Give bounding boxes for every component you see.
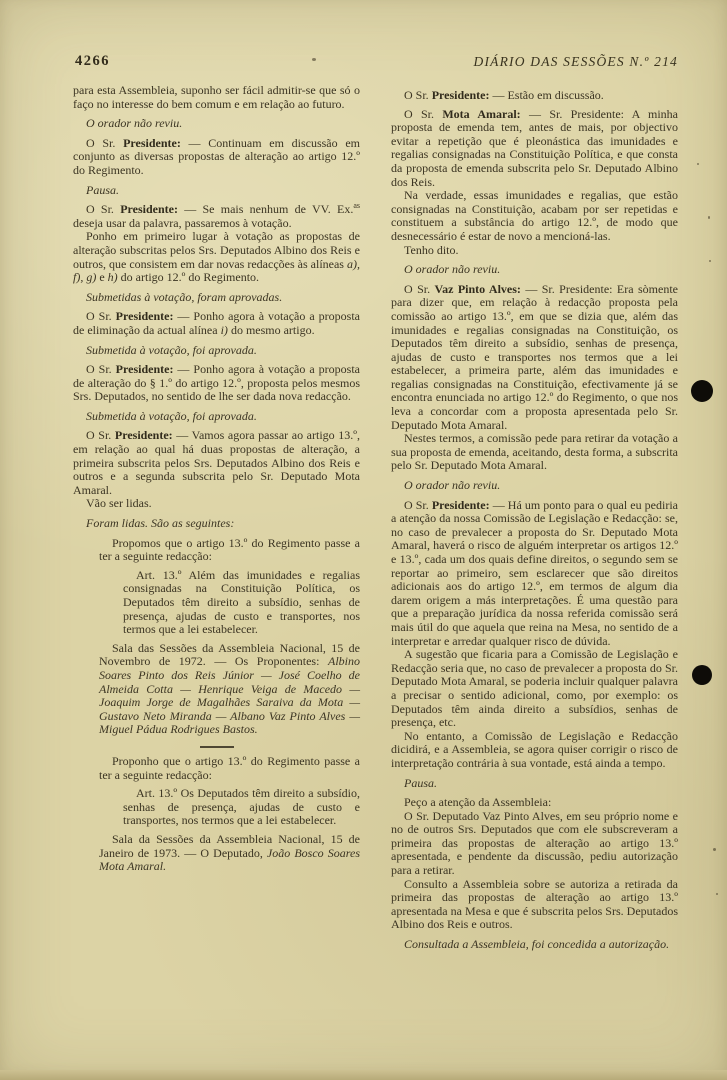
text-segment: O Sr. (404, 106, 443, 121)
text-segment: Foram lidas. São as seguintes: (86, 516, 235, 531)
speech-paragraph (73, 203, 360, 230)
text-segment: O orador não reviu. (404, 478, 501, 493)
text-segment: Presidente: (123, 135, 181, 150)
text-segment: Presidente: (114, 428, 173, 443)
text-segment: Presidente: (120, 202, 178, 217)
text-segment: — Se mais nenhum de VV. Ex. (177, 202, 354, 217)
speech-paragraph (73, 137, 360, 178)
speech-paragraph (391, 244, 678, 258)
text-segment: i) (220, 322, 228, 337)
paper-speck (709, 260, 711, 262)
text-segment: Presidente: (115, 309, 174, 324)
text-segment: — Ponho agora à votação a proposta de alteração do § 1.º do artigo 12.º, proposta pelos mesmos Srs. Deputados, no sentido de lhe ser dada nova redacção. (73, 362, 360, 404)
right-column (391, 84, 678, 958)
text-segment: Submetida à votação, foi aprovada. (86, 408, 257, 423)
text-segment: O Sr. (86, 202, 121, 217)
text-segment: Albino Soares Pinto dos Reis Júnior — José Coelho de Almeida Cotta — Henrique Veiga de Macedo — Joaquim Jorge de Magalhães Saraiva da Mota — Gustavo Neto Miranda — Albano Vaz Pinto Alves — Miguel Pádua Rodrigues Bastos. (99, 654, 360, 737)
stage-direction (391, 938, 678, 952)
speech-paragraph (391, 878, 678, 932)
stage-direction (391, 479, 678, 493)
text-segment: — Continuam em discussão em conjunto as diversas propostas de alteração ao artigo 12.º do Regimento. (73, 135, 360, 177)
text-segment: Presidente: (115, 362, 174, 377)
text-segment: O Sr. (404, 497, 432, 512)
stage-direction (391, 263, 678, 277)
text-segment: a), f), g) (73, 256, 360, 285)
text-segment: A sugestão que ficaria para a Comissão de Legislação e Redacção seria que, no caso de prevalecer a proposta do Sr. Deputado Mota Amaral, se poderia incluir qualquer palavra a precisar o sentido adicional, como, por exemplo: os Deputados têm ainda direito a subsídios, senhas de presença, etc. (391, 647, 678, 730)
speech-paragraph (73, 230, 360, 284)
text-segment: e (96, 270, 108, 285)
text-segment: O Sr. (86, 428, 115, 443)
article-text (123, 787, 360, 828)
signature-paragraph (99, 642, 360, 737)
speech-paragraph (73, 363, 360, 404)
speech-paragraph (391, 648, 678, 730)
text-segment: — Sr. Presidente: A minha proposta de emenda tem, antes de mais, por objectivo evitar a repetição que é pleonástica das imunidades e regalias consignadas na Constituição Política, e que consta da proposta de emenda subscrita pelo Sr. Deputado Albino dos Reis. (391, 106, 678, 189)
paper-speck (716, 893, 718, 895)
speech-paragraph (391, 730, 678, 771)
speech-paragraph (391, 499, 678, 649)
text-segment: Sala das Sessões da Assembleia Nacional, 15 de Novembro de 1972. — Os Proponentes: (99, 640, 360, 669)
text-segment: — Sr. Presidente: Era sòmente para dizer que, em relação à redacção proposta pela comissão ao artigo 13.º, em que se dizia que, além das imunidades e regalias consignadas na Constituição, os Deputados têm direito a subsídio, senhas de presença, ajudas de custo e transportes nos termos que a lei estabelecer, a primeira parte, além das imunidades e regalias consignadas na Constituição, efectivamente já se encontra enunciada no artigo 12.º do Regimento, o que nos leva a concordar com a proposta apresentada pelo Sr. Deputado Mota Amaral. (391, 281, 678, 432)
text-segment: Pausa. (404, 775, 437, 790)
text-segment: — Ponho agora à votação a proposta de eliminação da actual alínea (73, 309, 360, 337)
text-segment: do artigo 12.º do Regimento. (117, 270, 260, 285)
section-separator (200, 746, 234, 748)
paper-speck (312, 58, 316, 61)
paper-speck (713, 848, 716, 851)
proposal-paragraph (99, 537, 360, 564)
speech-paragraph (391, 810, 678, 878)
speech-paragraph (391, 283, 678, 433)
speech-paragraph (391, 89, 678, 103)
text-segment: Submetida à votação, foi aprovada. (86, 342, 257, 357)
text-segment: do mesmo artigo. (227, 322, 315, 337)
stage-direction (73, 517, 360, 531)
text-segment: O Sr. Deputado Vaz Pinto Alves, em seu próprio nome e no de outros Srs. Deputados que com ele subscreveram a primeira das propostas de alteração ao artigo 13.º apresentada, e pendente da discussão, pediu autorização para a retirar. (391, 808, 678, 878)
text-segment: Propomos que o artigo 13.º do Regimento passe a ter a seguinte redacção: (99, 535, 360, 564)
text-segment: No entanto, a Comissão de Legislação e Redacção dicidirá, e a Assembleia, se agora quiser corrigir o risco de interpretação contrária à sua vontade, está ainda a tempo. (391, 728, 678, 770)
punch-hole-mark (691, 380, 713, 402)
text-segment: Vão ser lidas. (86, 496, 152, 511)
text-segment: O Sr. (86, 309, 116, 324)
stage-direction (73, 184, 360, 198)
text-segment: — Há um ponto para o qual eu pediria a atenção da nossa Comissão de Legislação e Redacção: se, no caso de prevalecer a proposta do Sr. Deputado Mota Amaral, haverá o risco de alguém interpretar os artigos 12.º e 13.º, cada um dos quais define direitos, o segundo sem se reportar ao primeiro, sem esclarecer que são direitos adicionais aos do artigo 12.º, em termos de algum dia darem origem a más interpretações. É uma questão para que a preparação jurídica da nossa referida comissão será mais útil do que aquela que reina na Mesa, no sentido de a interpretar e arredar qualquer risco de dúvida. (391, 497, 678, 648)
text-segment: Presidente: (431, 88, 490, 102)
speech-paragraph (73, 429, 360, 497)
text-segment: O Sr. (86, 135, 124, 150)
text-segment: as (353, 201, 360, 211)
stage-direction (73, 117, 360, 131)
speech-paragraph (391, 189, 678, 243)
article-text (123, 569, 360, 637)
text-segment: O orador não reviu. (86, 116, 183, 131)
speech-paragraph (391, 432, 678, 473)
text-segment: Pausa. (86, 182, 119, 197)
page-number: 4266 (75, 53, 110, 69)
punch-hole-mark (692, 665, 712, 685)
text-segment: Submetidas à votação, foram aprovadas. (86, 289, 283, 304)
text-segment: — Estão em discussão. (489, 88, 604, 102)
text-segment: Consultada a Assembleia, foi concedida a autorização. (404, 937, 670, 952)
text-segment: Tenho dito. (404, 242, 459, 257)
text-segment: O Sr. (404, 88, 432, 102)
text-segment: para esta Assembleia, suponho ser fácil admitir-se que só o faço no interesse do bem comum e em relação ao futuro. (73, 83, 360, 111)
stage-direction (73, 291, 360, 305)
speech-paragraph (73, 497, 360, 511)
text-segment: Proponho que o artigo 13.º do Regimento passe a ter a seguinte redacção: (99, 753, 360, 782)
signature-paragraph (99, 833, 360, 874)
text-segment: O Sr. (86, 362, 116, 377)
stage-direction (73, 344, 360, 358)
text-segment: Mota Amaral: (442, 106, 521, 121)
stage-direction (391, 777, 678, 791)
paper-speck (697, 163, 699, 165)
text-segment: Presidente: (431, 497, 490, 512)
speech-paragraph (391, 108, 678, 190)
text-segment: O Sr. (404, 281, 435, 296)
text-segment: Vaz Pinto Alves: (434, 281, 521, 296)
text-segment: Consulto a Assembleia sobre se autoriza a retirada da primeira das propostas de alteração ao artigo 13.º apresentada na Mesa e que é subscrita pelos Srs. Deputados Albino dos Reis e outros. (391, 876, 678, 932)
journal-header: DIÁRIO DAS SESSÕES N.º 214 (473, 54, 678, 69)
text-segment: Na verdade, essas imunidades e regalias, que estão consignadas na Constituição, acabam por ser repetidas e constituem a substância do artigo 12.º, de modo que desnecessário é estar de novo a mencioná-las. (391, 188, 678, 243)
text-segment: Nestes termos, a comissão pede para retirar da votação a sua proposta de emenda, aceitando, desta forma, a subscrita pelo Sr. Deputado Mota Amaral. (391, 431, 678, 473)
text-segment: h) (107, 270, 118, 285)
stage-direction (73, 410, 360, 424)
left-column (73, 84, 360, 874)
text-segment: — Vamos agora passar ao artigo 13.º, em relação ao qual há duas propostas de alteração, a primeira subscrita pelos Srs. Deputados Albino dos Reis e outros e a segunda subscrita pelo Sr. Deputado Mota Amaral. (73, 428, 360, 497)
proposal-paragraph (99, 755, 360, 782)
speech-paragraph (391, 796, 678, 810)
text-segment: O orador não reviu. (404, 262, 501, 277)
paper-speck (708, 216, 710, 219)
text-segment: Sala da Sessões da Assembleia Nacional, 15 de Janeiro de 1973. — O Deputado, (99, 831, 360, 860)
text-segment: Art. 13.º Além das imunidades e regalias consignadas na Constituição Política, os Deputados têm direito a subsídio, senhas de presença, ajudas de custo e transportes, nos termos que a lei estabelecer. (123, 567, 360, 637)
text-segment: Peço a atenção da Assembleia: (404, 795, 552, 810)
continued-paragraph (73, 84, 360, 111)
page-edge-shadow (0, 1070, 727, 1080)
text-segment: Ponho em primeiro lugar à votação as propostas de alteração subscritas pelos Srs. Deputados Albino dos Reis e outros, que consistem em dar novas redacções às alíneas (73, 229, 360, 271)
text-segment: João Bosco Soares Mota Amaral. (99, 845, 361, 874)
text-segment: Art. 13.º Os Deputados têm direito a subsídio, senhas de presença, ajudas de custo e transportes, nos termos que a lei estabelecer. (123, 786, 360, 828)
text-segment: deseja usar da palavra, passaremos à votação. (73, 215, 292, 230)
speech-paragraph (73, 310, 360, 337)
